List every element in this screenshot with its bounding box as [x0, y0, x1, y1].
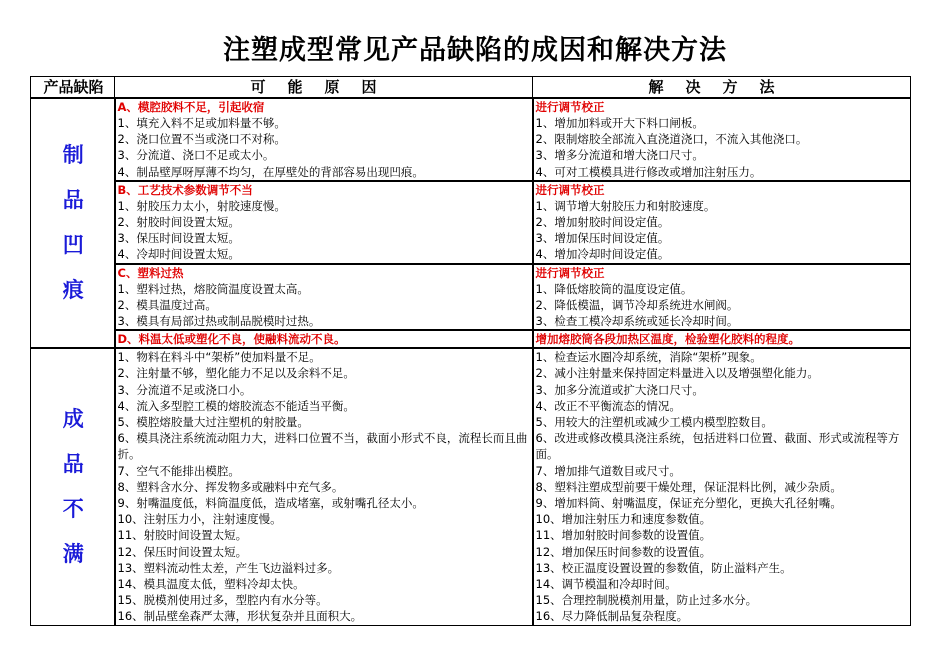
cause-cell: [115, 348, 533, 625]
cause-item: 9、射嘴温度低，料筒温度低，造成堵塞，或射嘴孔径太小。: [117, 496, 424, 511]
solution-item: 3、增多分流道和增大浇口尺寸。: [535, 148, 704, 163]
solution-item: 2、限制熔胶全部流入直浇道浇口，不流入其他浇口。: [535, 132, 808, 147]
solution-item: 1、增加加料或开大下料口闸板。: [535, 116, 704, 130]
defect-name-char: 品: [62, 188, 84, 213]
cause-item: 15、脱模剂使用过多，型腔内有水分等。: [117, 593, 328, 608]
solution-group-heading: 进行调节校正: [535, 265, 605, 280]
solution-group-heading: 增加熔胶筒各段加热区温度，检验塑化胶料的程度。: [535, 332, 800, 347]
header-cause: 可能原因: [115, 77, 533, 99]
page-title: 注塑成型常见产品缺陷的成因和解决方法: [223, 35, 727, 66]
solution-item: 3、增加保压时间设定值。: [535, 231, 670, 246]
solution-item: 3、加多分流道或扩大浇口尺寸。: [535, 382, 704, 397]
cause-item: 4、制品壁厚呀厚薄不均匀，在厚壁处的背部容易出现凹痕。: [117, 164, 424, 179]
solution-item: 16、尽力降低制品复杂程度。: [535, 609, 689, 624]
solution-item: 11、增加射胶时间参数的设置值。: [535, 528, 712, 543]
cause-item: 3、模具有局部过热或制品脱模时过热。: [117, 314, 321, 329]
solution-group-heading: 进行调节校正: [535, 100, 605, 114]
table-row: [31, 98, 911, 181]
solution-item: 4、增加冷却时间设定值。: [535, 247, 670, 262]
cause-item: 11、射胶时间设置太短。: [117, 528, 248, 543]
defect-name-char: 满: [62, 541, 84, 566]
cause-item: 6、模具浇注系统流动阻力大，进料口位置不当，截面小形式不良，流程长而且曲折。: [117, 431, 528, 462]
cause-item: 2、浇口位置不当或浇口不对称。: [117, 132, 286, 147]
defect-name-char: 成: [62, 406, 84, 431]
solution-cell: [533, 348, 911, 625]
cause-cell: [115, 181, 533, 264]
cause-item: 4、流入多型腔工模的熔胶流态不能适当平衡。: [117, 398, 355, 413]
solution-item: 3、检查工模冷却系统或延长冷却时间。: [535, 314, 739, 329]
solution-item: 8、塑料注塑成型前要干燥处理，保证混料比例，减少杂质。: [535, 479, 842, 494]
table-row: [31, 181, 911, 264]
solution-cell: [533, 264, 911, 331]
cause-item: 1、物料在料斗中“架桥”使加料量不足。: [117, 350, 321, 365]
solution-item: 12、增加保压时间参数的设置值。: [535, 544, 712, 559]
solution-item: 2、增加射胶时间设定值。: [535, 215, 670, 230]
solution-group-heading: 进行调节校正: [535, 182, 605, 197]
solution-cell: [533, 98, 911, 181]
cause-item: 14、模具温度太低，塑料冷却太快。: [117, 577, 305, 592]
cause-item: 3、分流道、浇口不足或太小。: [117, 148, 275, 163]
defect-table: [30, 76, 911, 626]
cause-cell: [115, 264, 533, 331]
defect-name-char: 凹: [62, 233, 84, 258]
solution-item: 4、改正不平衡流态的情况。: [535, 398, 681, 413]
solution-cell: [533, 181, 911, 264]
cause-group-heading: A、模腔胶料不足，引起收宿: [117, 100, 265, 114]
defect-name-char: 不: [62, 496, 84, 521]
cause-item: 1、射胶压力太小，射胶速度慢。: [117, 198, 286, 213]
cause-item: 4、冷却时间设置太短。: [117, 247, 240, 262]
cause-item: 12、保压时间设置太短。: [117, 544, 248, 559]
cause-item: 1、塑料过热，熔胶筒温度设置太高。: [117, 281, 309, 296]
header-solution: 解决方法: [533, 77, 911, 99]
cause-group-heading: B、工艺技术参数调节不当: [117, 182, 253, 197]
cause-item: 7、空气不能排出模腔。: [117, 463, 240, 478]
cause-cell: [115, 330, 533, 348]
cause-group-heading: D、料温太低或塑化不良，使融料流动不良。: [117, 332, 346, 347]
defect-name-char: 制: [62, 143, 84, 168]
solution-item: 4、可对工模模具进行修改或增加注射压力。: [535, 164, 762, 179]
solution-item: 1、调节增大射胶压力和射胶速度。: [535, 198, 716, 213]
cause-item: 2、注射量不够，塑化能力不足以及余料不足。: [117, 366, 355, 381]
solution-item: 1、降低熔胶筒的温度设定值。: [535, 281, 693, 296]
cause-cell: [115, 98, 533, 181]
table-row: [31, 348, 911, 625]
solution-item: 2、降低模温，调节冷却系统进水闸阀。: [535, 297, 739, 312]
cause-group-heading: C、塑料过热: [117, 265, 184, 280]
solution-item: 15、合理控制脱模剂用量，防止过多水分。: [535, 593, 758, 608]
solution-item: 2、减小注射量来保持固定料量进入以及增强塑化能力。: [535, 366, 819, 381]
cause-item: 10、注射压力小，注射速度慢。: [117, 512, 282, 527]
table-row: [31, 264, 911, 331]
defect-name-cell: [31, 98, 115, 348]
cause-item: 1、填充入料不足或加料量不够。: [117, 116, 286, 130]
solution-item: 9、增加料筒、射嘴温度，保证充分塑化，更换大孔径射嘴。: [535, 496, 842, 511]
cause-item: 8、塑料含水分、挥发物多或融料中充气多。: [117, 479, 344, 494]
table-header-row: [31, 77, 911, 99]
cause-item: 13、塑料流动性太差，产生飞边溢料过多。: [117, 560, 340, 575]
defect-name-char: 痕: [62, 278, 84, 303]
solution-item: 6、改进或修改模具浇注系统，包括进料口位置、截面、形式或流程等方面。: [535, 431, 900, 462]
solution-item: 14、调节模温和冷却时间。: [535, 577, 677, 592]
defect-name-char: 品: [62, 451, 84, 476]
header-defect: 产品缺陷: [31, 77, 115, 99]
cause-item: 16、制品壁垒森严太薄，形状复杂并且面积大。: [117, 609, 363, 624]
cause-item: 2、射胶时间设置太短。: [117, 215, 240, 230]
solution-item: 1、检查运水圈冷却系统，消除“架桥”现象。: [535, 350, 762, 365]
solution-item: 7、增加排气道数目或尺寸。: [535, 463, 681, 478]
solution-item: 5、用较大的注塑机或减少工模内模型腔数目。: [535, 415, 773, 430]
table-row: [31, 330, 911, 348]
solution-item: 13、校正温度设置设置的参数值，防止溢料产生。: [535, 560, 792, 575]
defect-name-cell: [31, 348, 115, 625]
cause-item: 3、保压时间设置太短。: [117, 231, 240, 246]
cause-item: 5、模腔熔胶量大过注塑机的射胶量。: [117, 415, 309, 430]
solution-cell: [533, 330, 911, 348]
solution-item: 10、增加注射压力和速度参数值。: [535, 512, 712, 527]
cause-item: 2、模具温度过高。: [117, 297, 217, 312]
cause-item: 3、分流道不足或浇口小。: [117, 382, 252, 397]
